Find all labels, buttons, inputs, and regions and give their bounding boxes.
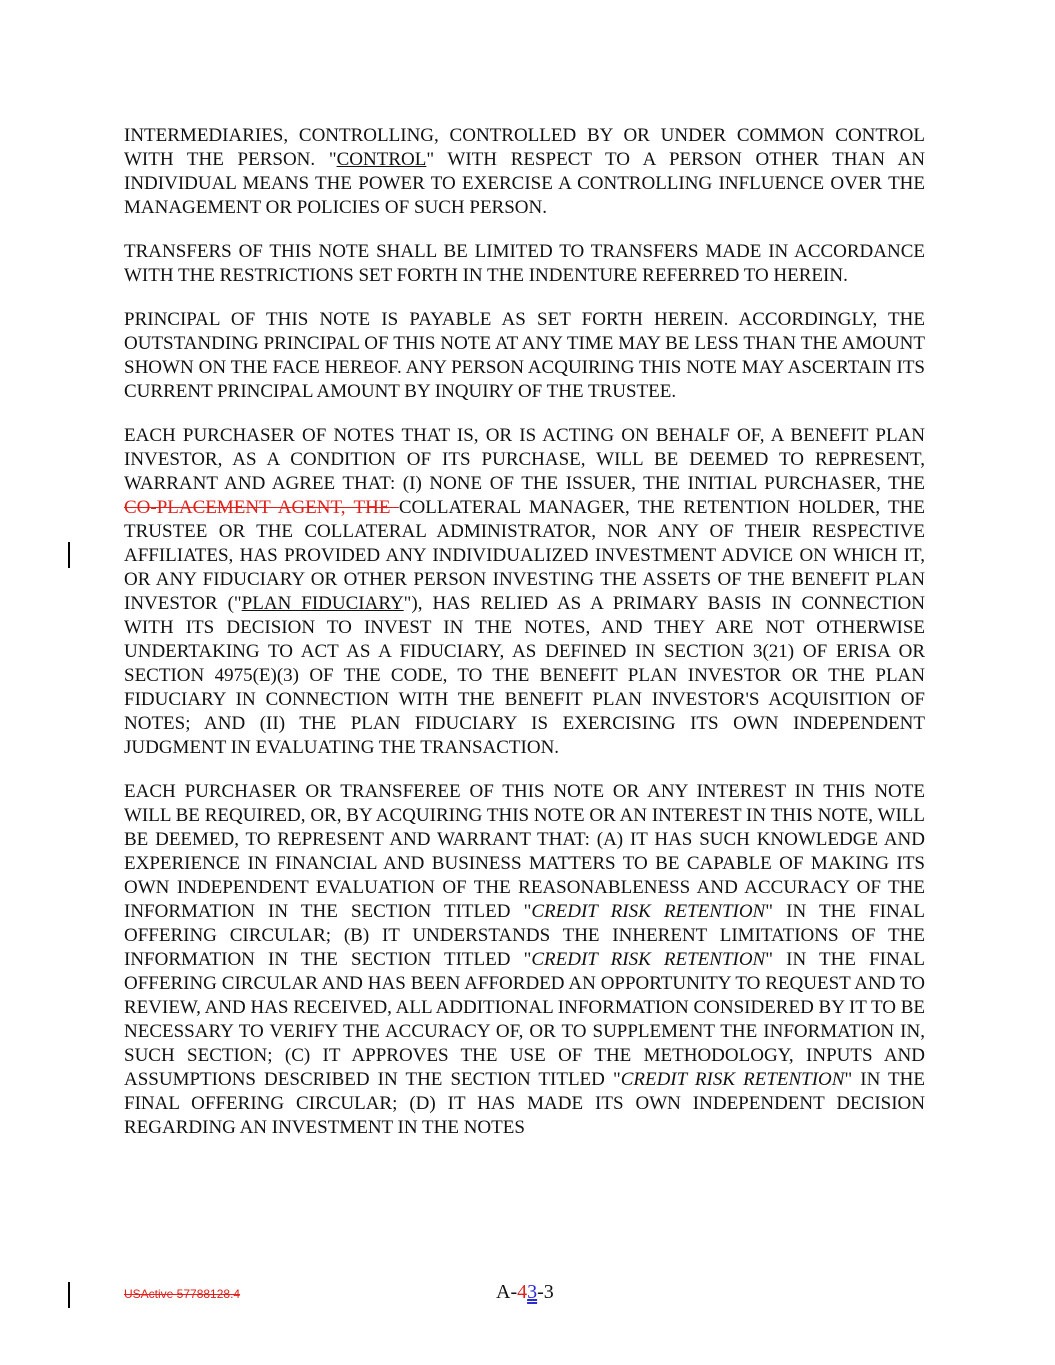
text: EACH PURCHASER OF NOTES THAT IS, OR IS ACTING ON BEHALF OF, A BENEFIT PLAN INVESTOR, AS A CONDITION OF ITS PURCHASE, WILL BE DEEMED TO REPRESENT, WARRANT AND AGREE THAT: (I) NONE OF THE ISSUER, THE INITIAL PURCHASER, THE xyxy=(124,425,925,494)
page-prefix: A- xyxy=(496,1281,518,1303)
text: " IN THE FINAL OFFERING CIRCULAR; (B) IT UNDERSTANDS THE INHERENT LIMITATIONS OF THE INFORMATION IN THE SECTION TITLED " xyxy=(124,901,925,970)
defined-term-control: CONTROL xyxy=(336,149,427,170)
page-suffix: -3 xyxy=(537,1281,554,1303)
footer-document-id: USActive 57788128.4 xyxy=(124,1287,241,1301)
paragraph-benefit-plan xyxy=(124,424,925,760)
text: EACH PURCHASER OR TRANSFEREE OF THIS NOTE OR ANY INTEREST IN THIS NOTE WILL BE REQUIRED, OR, BY ACQUIRING THIS NOTE OR AN INTEREST IN THIS NOTE, WILL BE DEEMED, TO REPRESENT AND WARRANT THAT: (A) IT HAS SUCH KNOWLEDGE AND EXPERIENCE IN FINANCIAL AND BUSINESS MATTERS TO BE CAPABLE OF MAKING ITS OWN INDEPENDENT EVALUATION OF THE REASONABLENESS AND ACCURACY OF THE INFORMATION IN THE SECTION TITLED " xyxy=(124,781,925,922)
paragraph-principal xyxy=(124,308,925,404)
paragraph-transfers xyxy=(124,240,925,288)
text: INTERMEDIARIES, CONTROLLING, CONTROLLED BY OR UNDER COMMON CONTROL WITH THE PERSON. " xyxy=(124,125,925,170)
text: " WITH RESPECT TO A PERSON OTHER THAN AN INDIVIDUAL MEANS THE POWER TO EXERCISE A CONTROLLING INFLUENCE OVER THE MANAGEMENT OR POLICIES OF SUCH PERSON. xyxy=(124,149,925,218)
text: COLLATERAL MANAGER, THE RETENTION HOLDER, THE TRUSTEE OR THE COLLATERAL ADMINISTRATOR, NOR ANY OF THEIR RESPECTIVE AFFILIATES, HAS PROVIDED ANY INDIVIDUALIZED INVESTMENT ADVICE ON WHICH IT, OR ANY FIDUCIARY OR OTHER PERSON INVESTING THE ASSETS OF THE BENEFIT PLAN INVESTOR (" xyxy=(124,497,925,614)
text: TRANSFERS OF THIS NOTE SHALL BE LIMITED TO TRANSFERS MADE IN ACCORDANCE WITH THE RESTRICTIONS SET FORTH IN THE INDENTURE REFERRED TO HEREIN. xyxy=(124,241,925,286)
paragraph-control-definition xyxy=(124,124,925,220)
text: PRINCIPAL OF THIS NOTE IS PAYABLE AS SET FORTH HEREIN. ACCORDINGLY, THE OUTSTANDING PRINCIPAL OF THIS NOTE AT ANY TIME MAY BE LESS THAN THE AMOUNT SHOWN ON THE FACE HEREOF. ANY PERSON ACQUIRING THIS NOTE MAY ASCERTAIN ITS CURRENT PRINCIPAL AMOUNT BY INQUIRY OF THE TRUSTEE. xyxy=(124,309,925,402)
page-number xyxy=(496,1281,554,1304)
defined-term-plan-fiduciary: PLAN FIDUCIARY xyxy=(241,593,404,614)
section-title: CREDIT RISK RETENTION xyxy=(620,1069,845,1090)
text: "), HAS RELIED AS A PRIMARY BASIS IN CONNECTION WITH ITS DECISION TO INVEST IN THE NOTES, AND THEY ARE NOT OTHERWISE UNDERTAKING TO ACT AS A FIDUCIARY, AS DEFINED IN SECTION 3(21) OF ERISA OR SECTION 4975(E)(3) OF THE CODE, TO THE BENEFIT PLAN INVESTOR OR THE PLAN FIDUCIARY IN CONNECTION WITH THE BENEFIT PLAN INVESTOR'S ACQUISITION OF NOTES; AND (II) THE PLAN FIDUCIARY IS EXERCISING ITS OWN INDEPENDENT JUDGMENT IN EVALUATING THE TRANSACTION. xyxy=(124,593,925,758)
text: " IN THE FINAL OFFERING CIRCULAR; (D) IT HAS MADE ITS OWN INDEPENDENT DECISION REGARDING AN INVESTMENT IN THE NOTES xyxy=(124,1069,925,1138)
change-bar xyxy=(68,542,70,568)
paragraph-credit-risk xyxy=(124,780,925,1140)
page-inserted: 3 xyxy=(527,1281,538,1303)
deleted-text: CO-PLACEMENT AGENT, THE xyxy=(124,497,399,518)
section-title: CREDIT RISK RETENTION xyxy=(531,901,766,922)
change-bar xyxy=(68,1282,70,1308)
document-body xyxy=(124,124,925,1160)
page-deleted: 4 xyxy=(517,1281,528,1303)
text: " IN THE FINAL OFFERING CIRCULAR AND HAS BEEN AFFORDED AN OPPORTUNITY TO REQUEST AND TO REVIEW, AND HAS RECEIVED, ALL ADDITIONAL INFORMATION CONSIDERED BY IT TO BE NECESSARY TO VERIFY THE ACCURACY OF, OR TO SUPPLEMENT THE INFORMATION IN, SUCH SECTION; (C) IT APPROVES THE USE OF THE METHODOLOGY, INPUTS AND ASSUMPTIONS DESCRIBED IN THE SECTION TITLED " xyxy=(124,949,925,1090)
section-title: CREDIT RISK RETENTION xyxy=(531,949,766,970)
